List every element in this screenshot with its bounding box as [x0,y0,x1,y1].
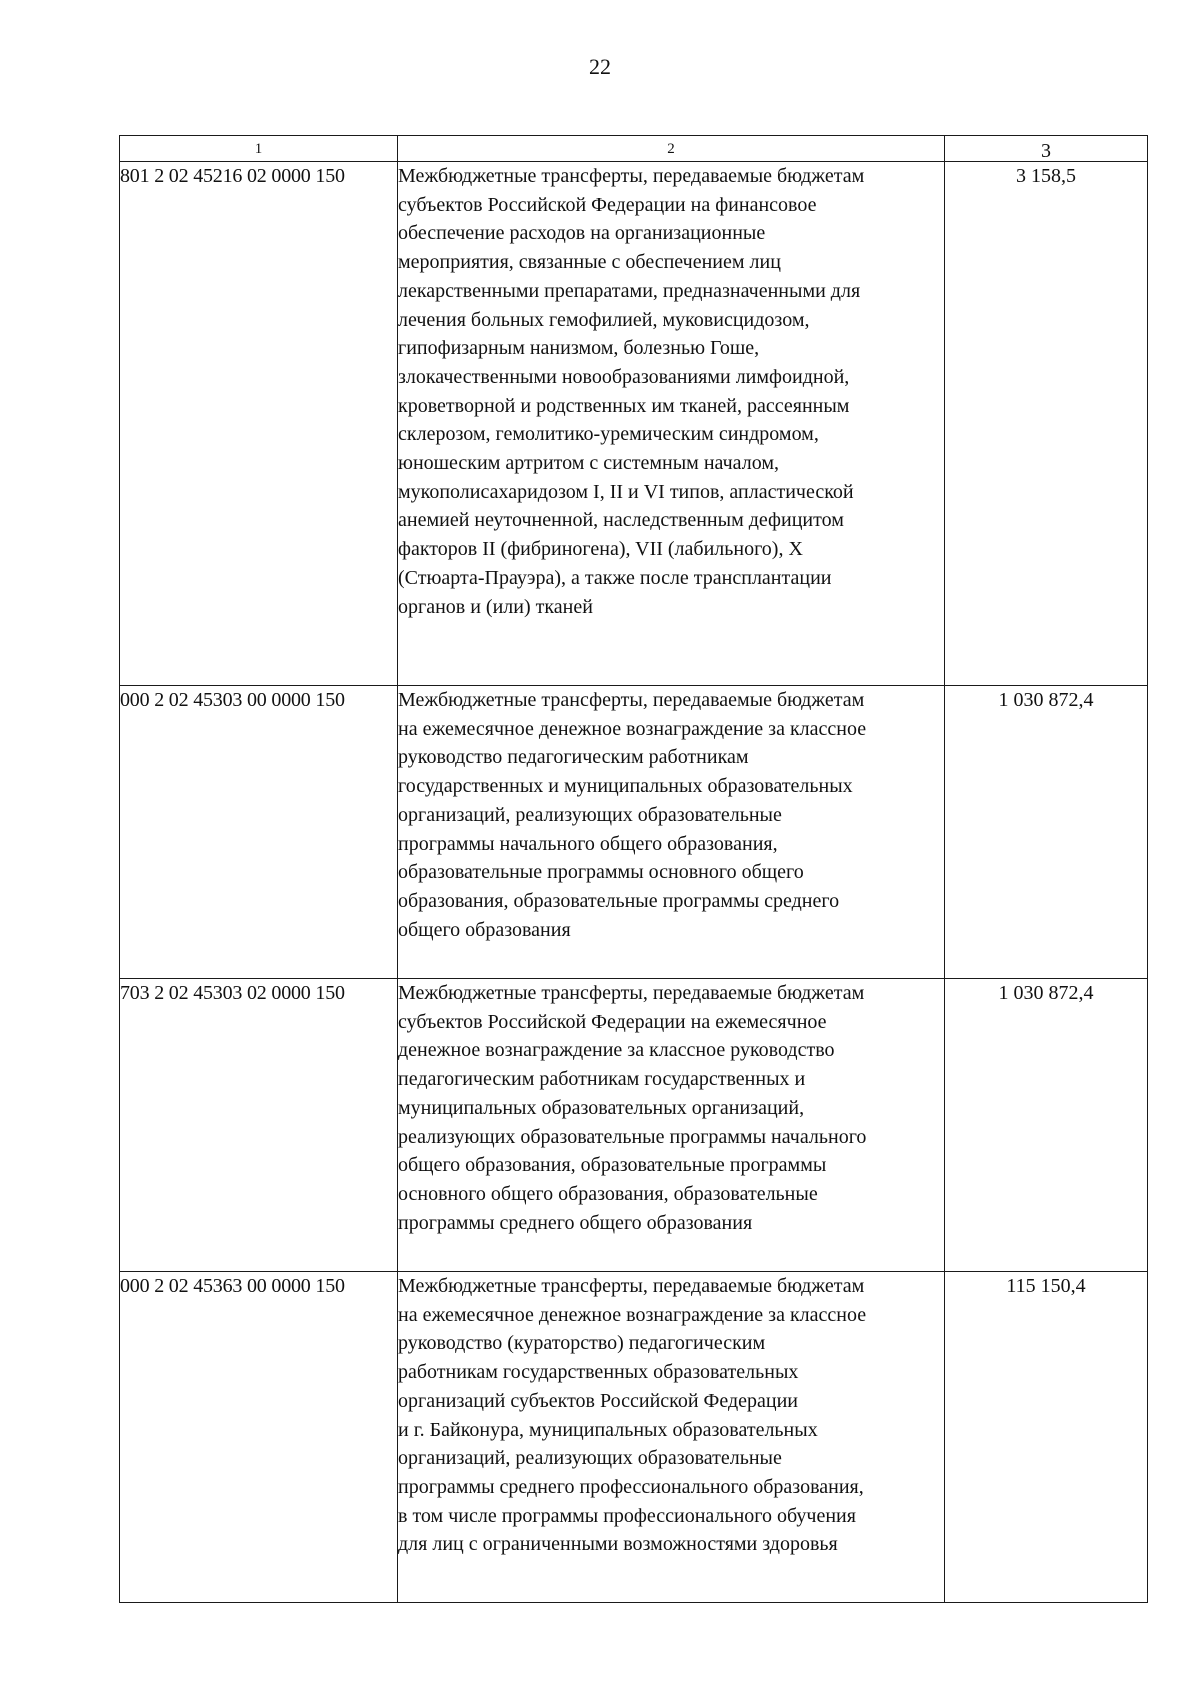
description-line: лекарственными препаратами, предназначенными для [398,279,861,302]
description-line: программы среднего профессионального образования, [398,1475,864,1498]
description-line: на ежемесячное денежное вознаграждение за классное [398,717,867,740]
description-line: муниципальных образовательных организаций, [398,1096,805,1119]
description-line: субъектов Российской Федерации на финансовое [398,193,817,216]
column-header-3: 3 [945,136,1148,162]
description-line: обеспечение расходов на организационные [398,222,766,245]
description-line: для лиц с ограниченными возможностями здоровья [398,1533,838,1556]
table-row [120,979,1148,1272]
page-number: 22 [589,54,611,79]
description-line: факторов II (фибриногена), VII (лабильного), X [398,538,803,561]
budget-code-cell: 703 2 02 45303 02 0000 150 [120,979,398,1272]
amount-cell: 3 158,5 [945,162,1148,686]
description-line: мероприятия, связанные с обеспечением лиц [398,251,781,274]
description-line: основного общего образования, образовательные [398,1182,818,1205]
amount-cell: 115 150,4 [945,1272,1148,1603]
description-line: работникам государственных образовательных [398,1361,799,1384]
description-line: Межбюджетные трансферты, передаваемые бюджетам [398,1275,865,1297]
description-line: образования, образовательные программы среднего [398,889,840,912]
description-line: организаций, реализующих образовательные [398,803,782,826]
amount-cell: 1 030 872,4 [945,686,1148,979]
column-header-1: 1 [120,136,398,162]
description-line: юношеским артритом с системным началом, [398,452,779,475]
description-line: склерозом, гемолитико-уремическим синдромом, [398,423,819,446]
description-cell [398,979,945,1272]
description-line: анемией неуточненной, наследственным дефицитом [398,509,844,532]
description-line: (Стюарта-Прауэра), а также после трансплантации [398,566,832,589]
description-line: органов и (или) тканей [398,595,593,618]
table-header-row [120,136,1148,162]
description-line: реализующих образовательные программы начального [398,1125,867,1148]
description-line: программы среднего общего образования [398,1211,753,1234]
description-line: педагогическим работникам государственных и [398,1068,806,1091]
description-line: Межбюджетные трансферты, передаваемые бюджетам [398,982,865,1004]
description-line: Межбюджетные трансферты, передаваемые бюджетам [398,165,865,187]
description-line: руководство педагогическим работникам [398,746,749,769]
description-line: Межбюджетные трансферты, передаваемые бюджетам [398,689,865,711]
description-line: государственных и муниципальных образовательных [398,775,853,798]
description-line: общего образования, образовательные программы [398,1154,827,1177]
description-line: кроветворной и родственных им тканей, рассеянным [398,394,850,417]
description-line: на ежемесячное денежное вознаграждение за классное [398,1303,867,1326]
description-line: злокачественными новообразованиями лимфоидной, [398,365,850,388]
amount-cell: 1 030 872,4 [945,979,1148,1272]
budget-code-cell: 801 2 02 45216 02 0000 150 [120,162,398,686]
description-line: организаций субъектов Российской Федерации [398,1389,799,1412]
description-cell [398,162,945,686]
description-line: организаций, реализующих образовательные [398,1447,782,1470]
description-cell [398,686,945,979]
description-line: и г. Байконура, муниципальных образовательных [398,1418,818,1441]
description-line: общего образования [398,918,571,941]
description-line: гипофизарным нанизмом, болезнью Гоше, [398,337,760,360]
description-line: субъектов Российской Федерации на ежемесячное [398,1010,827,1033]
description-line: руководство (кураторство) педагогическим [398,1332,766,1355]
description-line: в том числе программы профессионального обучения [398,1504,856,1527]
table-row [120,1272,1148,1603]
description-line: денежное вознаграждение за классное руководство [398,1039,835,1062]
description-line: образовательные программы основного общего [398,861,804,884]
budget-code-cell: 000 2 02 45363 00 0000 150 [120,1272,398,1603]
description-line: лечения больных гемофилией, муковисцидозом, [398,308,810,331]
table-row [120,162,1148,686]
description-line: мукополисахаридозом I, II и VI типов, апластической [398,480,854,503]
description-line: программы начального общего образования, [398,832,778,855]
description-cell [398,1272,945,1603]
column-header-2: 2 [398,136,945,162]
budget-table [119,135,1148,1603]
budget-code-cell: 000 2 02 45303 00 0000 150 [120,686,398,979]
table-row [120,686,1148,979]
